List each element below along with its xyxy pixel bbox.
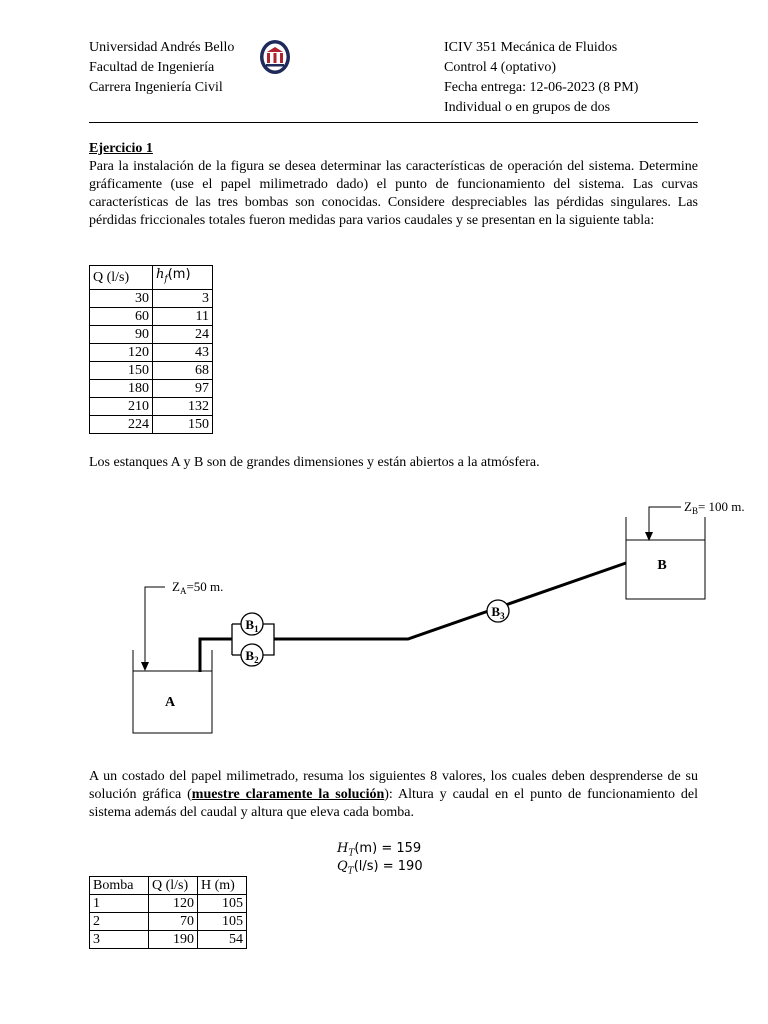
exercise-title: Ejercicio 1 [89,141,153,156]
cell-flow: 120 [90,343,153,361]
table-header-row [90,266,213,290]
table-row [90,307,213,325]
column-header-q: Q (l/s) [149,877,198,895]
header-divider [89,122,698,123]
pump-results-table [89,876,247,949]
table-header-row [90,877,247,895]
pump-b2-label: $B_2$ [245,648,259,665]
cell-flow: 90 [90,325,153,343]
table-row [90,931,247,949]
cell-flow: 210 [90,397,153,415]
table-row [90,895,247,913]
zb-label: $Z_B= 100$ m. [684,499,745,516]
table-row [90,397,213,415]
cell-flow: 60 [90,307,153,325]
exercise-intro: Para la instalación de la figura se desea determinar las características de operación del sistema. Determine gráficamente (use el papel milimetrado dado) el punto de funcionamiento del sistema. Las curvas características de las tres bombas son conocidas. Considere despreciables las pérdidas singulares. Las pérdidas friccionales totales fueron medidas para varios caudales y se presentan en la siguiente tabla: [89,159,698,228]
assessment-name: Control 4 (optativo) [444,60,556,75]
pump-b1-label: $B_1$ [245,617,259,634]
cell-friction-loss: 68 [153,361,213,379]
table-row [90,913,247,931]
column-header-bomba: Bomba [90,877,149,895]
installation-diagram [0,490,768,740]
university-name: Universidad Andrés Bello [89,40,235,55]
table-row [90,289,213,307]
cell-pump: 2 [90,913,149,931]
career-name: Carrera Ingeniería Civil [89,80,223,95]
course-name: ICIV 351 Mecánica de Fluidos [444,40,618,55]
cell-flow: 180 [90,379,153,397]
column-header-h: H (m) [198,877,247,895]
result-qt: $Q_T(l/s) = 190$ [337,859,423,877]
header-left [89,38,234,98]
cell-head: 54 [198,931,247,949]
table-row [90,325,213,343]
header-right [444,38,638,118]
cell-friction-loss: 43 [153,343,213,361]
cell-flow: 190 [149,931,198,949]
university-logo-icon [258,38,292,76]
cell-pump: 3 [90,931,149,949]
group-note: Individual o en grupos de dos [444,100,611,115]
cell-pump: 1 [90,895,149,913]
tank-b-label: B [657,558,667,573]
result-qt-value: = 190 [382,859,423,874]
cell-friction-loss: 3 [153,289,213,307]
cell-friction-loss: 11 [153,307,213,325]
table-row [90,361,213,379]
tank-a-label: A [164,695,176,710]
cell-flow: 150 [90,361,153,379]
cell-head: 105 [198,895,247,913]
za-label: $Z_A=50$ m. [172,579,224,596]
faculty-name: Facultad de Ingeniería [89,60,215,75]
friction-losses-table [89,265,213,434]
discharge-pipe [274,563,626,639]
suction-pipe [200,639,232,672]
summary-instructions: A un costado del papel milimetrado, resuma los siguientes 8 valores, los cuales deben desprenderse de su solución gráfica (muestre claramente la solución): Altura y caudal en el punto de funcionamiento del sistema además del caudal y altura que eleva cada bomba. [89,769,698,820]
cell-head: 105 [198,913,247,931]
result-ht-value: = 159 [381,841,422,856]
due-date: Fecha entrega: 12-06-2023 (8 PM) [444,80,639,95]
za-indicator-line [145,587,165,666]
table-row [90,415,213,433]
cell-friction-loss: 150 [153,415,213,433]
table-row [90,343,213,361]
tanks-note: Los estanques A y B son de grandes dimensiones y están abiertos a la atmósfera. [89,455,540,470]
column-header-hf: $h_f(m)$ [153,266,213,290]
cell-friction-loss: 132 [153,397,213,415]
cell-flow: 30 [90,289,153,307]
column-header-q: Q (l/s) [90,266,153,290]
cell-friction-loss: 97 [153,379,213,397]
cell-flow: 224 [90,415,153,433]
result-ht: $H_T(m) = 159$ [337,841,422,859]
zb-indicator-line [649,507,681,535]
cell-friction-loss: 24 [153,325,213,343]
cell-flow: 120 [149,895,198,913]
table-row [90,379,213,397]
parallel-branch-right [263,624,274,655]
cell-flow: 70 [149,913,198,931]
za-arrow-icon [141,662,149,671]
pump-b3-label: $B_3$ [491,604,505,621]
summary-emphasis: muestre claramente la solución [191,787,385,802]
